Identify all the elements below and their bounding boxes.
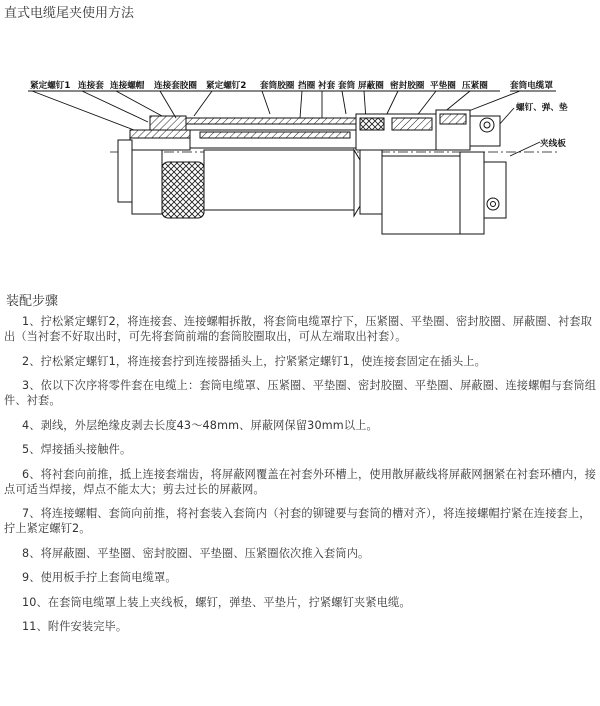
step-item: 10、在套筒电缆罩上装上夹线板，螺钉，弹垫、平垫片，拧紧螺钉夹紧电缆。: [22, 595, 411, 609]
page-title: 直式电缆尾夹使用方法: [4, 6, 135, 21]
step-item: 7、将连接螺帽、套筒向前推，将衬套装入套筒内（衬套的铆键要与套筒的槽对齐），将连接螺帽拧紧在连接套上，拧上紧定螺钉2。: [4, 507, 591, 535]
label-compression-ring: 压紧圈: [462, 81, 488, 91]
label-liner: 衬套: [318, 81, 336, 91]
step-item: 8、将屏蔽圈、平垫圈、密封胶圈、平垫圈、压紧圈依次推入套筒内。: [22, 546, 370, 560]
label-screw-spring-washer: 螺钉、弹、垫: [516, 103, 568, 113]
step-item: 5、焊接插头接触件。: [22, 443, 132, 456]
label-bushing: 套筒: [338, 81, 356, 91]
label-set-screw-2: 紧定螺钉2: [206, 81, 247, 91]
label-flat-washer: 平垫圈: [430, 81, 456, 91]
label-connecting-nut: 连接螺帽: [110, 81, 145, 91]
assembly-steps-list: [4, 314, 598, 644]
label-retainer: 挡圈: [298, 81, 316, 91]
step-item: 2、拧松紧定螺钉1，将连接套拧到连接器插头上，拧紧紧定螺钉1，使连接套固定在插头上。: [22, 354, 486, 368]
label-cable-cover: 套筒电缆罩: [510, 81, 553, 91]
label-seal-gasket: 密封胶圈: [390, 81, 425, 91]
step-item: 1、拧松紧定螺钉2，将连接套、连接螺帽拆散，将套筒电缆罩拧下，压紧圈、平垫圈、密封胶圈、屏蔽圈、衬套取出（当衬套不好取出时，可先将套筒前端的套筒胶圈取出，可从左端取出衬套）。: [4, 315, 593, 343]
assembly-steps-heading: 装配步骤: [6, 294, 59, 309]
label-sleeve-gasket: 连接套胶圈: [154, 81, 197, 91]
step-item: 9、使用板手拧上套筒电缆罩。: [22, 571, 177, 584]
label-set-screw-1: 紧定螺钉1: [30, 81, 71, 91]
cable-clamp-assembly-drawing: [0, 70, 600, 240]
step-item: 11、附件安装完毕。: [22, 620, 128, 633]
step-item: 4、剥线，外层绝缘皮剥去长度43～48mm、屏蔽网保留30mm以上。: [22, 418, 378, 432]
step-item: 6、将衬套向前推，抵上连接套端齿，将屏蔽网覆盖在衬套外环槽上，使用散屏蔽线将屏蔽网捆紧在衬套环槽内，接点可适当焊接，焊点不能太大；剪去过长的屏蔽网。: [4, 467, 597, 496]
label-bushing-gasket: 套筒胶圈: [260, 81, 295, 91]
label-shield-ring: 屏蔽圈: [358, 81, 384, 91]
step-item: 3、依以下次序将零件套在电缆上：套筒电缆罩、压紧圈、平垫圈、密封胶圈、平垫圈、屏蔽圈、连接螺帽与套筒组件、衬套。: [4, 379, 597, 407]
label-clamp-plate: 夹线板: [540, 139, 566, 149]
label-connecting-sleeve: 连接套: [78, 81, 104, 91]
